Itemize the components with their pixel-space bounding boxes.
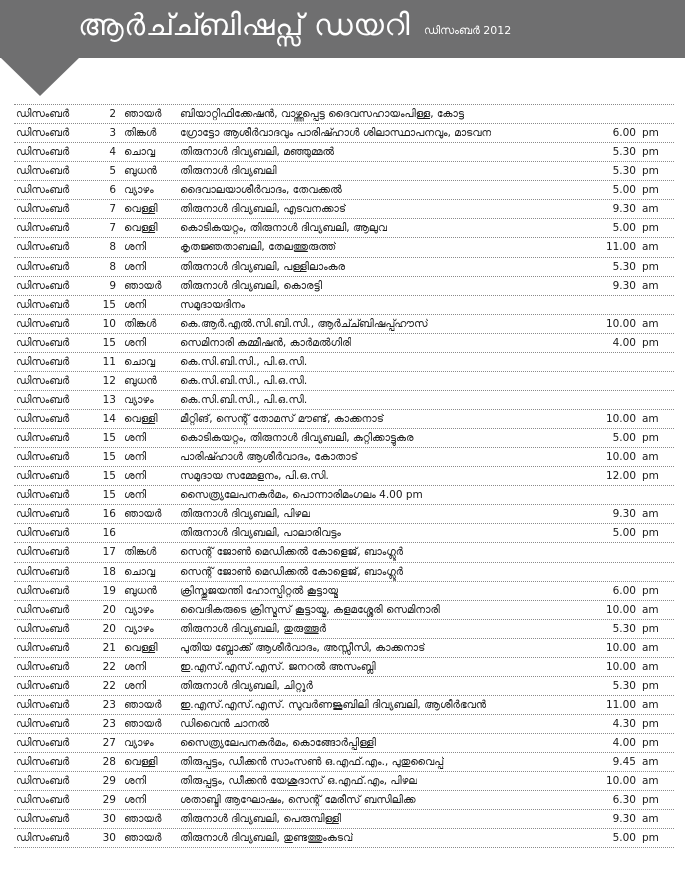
row-day: ശനി — [124, 679, 147, 692]
row-month: ഡിസംബർ — [16, 279, 70, 292]
row-month: ഡിസംബർ — [16, 813, 70, 826]
row-time: 5.30 — [612, 165, 636, 178]
row-day: ചൊവ്വ — [124, 146, 156, 159]
row-event: ദൈവാലയാശീർവാദം, തേവക്കൽ — [180, 184, 342, 197]
row-event: കെ.ആർ.എൽ.സി.ബി.സി., ആർച്ച്ബിഷപ്പ്ഹൗസ് — [180, 317, 429, 330]
schedule-row — [14, 639, 674, 658]
row-day: ശനി — [124, 775, 147, 788]
row-time: 5.00 — [612, 527, 636, 540]
row-date: 7 — [109, 222, 116, 235]
row-event: തിരുനാൾ ദിവ്യബലി, പെരുമ്പിള്ളി — [180, 813, 342, 826]
schedule-row — [14, 696, 674, 715]
row-event: കൃതജ്ഞതാബലി, തേലത്തുരുത്ത് — [180, 241, 337, 254]
row-time: 10.00 — [605, 413, 636, 425]
schedule-row — [14, 334, 674, 353]
row-time: 4.00 — [612, 737, 636, 750]
row-day: ചൊവ്വ — [124, 565, 156, 578]
row-day: ഞായർ — [124, 279, 162, 292]
row-event: തിരുനാൾ ദിവ്യബലി, ചിറ്റൂർ — [180, 679, 313, 692]
row-ampm: pm — [642, 737, 659, 750]
row-time: 9.30 — [612, 508, 636, 521]
row-time: 4.00 — [612, 336, 636, 349]
row-event: സെമിനാരി കമ്മീഷൻ, കാർമൽഗിരി — [180, 336, 352, 349]
row-month: ഡിസംബർ — [16, 203, 70, 216]
row-event: തിരുനാൾ ദിവ്യബലി, തുണ്ടത്തുംകടവ് — [180, 832, 354, 845]
schedule-row — [14, 200, 674, 219]
row-ampm: am — [642, 698, 659, 711]
schedule-row — [14, 258, 674, 277]
row-event: തിരുനാൾ ദിവ്യബലി, മഞ്ഞുമ്മൽ — [180, 146, 335, 159]
row-month: ഡിസംബർ — [16, 698, 70, 711]
row-day: തിങ്കൾ — [124, 317, 157, 330]
row-month: ഡിസംബർ — [16, 546, 70, 559]
row-time: 9.30 — [612, 813, 636, 826]
row-month: ഡിസംബർ — [16, 470, 70, 483]
row-day: വ്യാഴം — [124, 737, 154, 750]
row-month: ഡിസംബർ — [16, 679, 70, 692]
row-ampm: am — [642, 451, 659, 464]
row-time: 5.30 — [612, 146, 636, 159]
schedule-row — [14, 353, 674, 372]
row-date: 29 — [102, 775, 116, 788]
row-time: 9.45 — [612, 756, 636, 769]
row-date: 16 — [102, 508, 116, 521]
row-ampm: pm — [642, 165, 659, 178]
row-date: 2 — [109, 108, 116, 120]
row-time: 4.30 — [612, 718, 636, 730]
schedule-row — [14, 391, 674, 410]
row-ampm: pm — [642, 584, 659, 597]
row-ampm: pm — [642, 222, 659, 235]
row-day: ശനി — [124, 260, 147, 273]
row-day: ചൊവ്വ — [124, 355, 156, 368]
schedule-row — [14, 505, 674, 524]
row-date: 15 — [102, 451, 116, 464]
row-time: 10.00 — [605, 641, 636, 654]
row-event: കെ.സി.ബി.സി., പി.ഒ.സി. — [180, 355, 308, 368]
schedule-row — [14, 715, 674, 734]
row-month: ഡിസംബർ — [16, 641, 70, 654]
row-event: തിരുനാൾ ദിവ്യബലി, കൊരട്ടി — [180, 279, 322, 292]
row-month: ഡിസംബർ — [16, 508, 70, 521]
row-month: ഡിസംബർ — [16, 127, 70, 140]
row-day: വെള്ളി — [124, 756, 158, 769]
row-month: ഡിസംബർ — [16, 584, 70, 597]
row-ampm: am — [642, 413, 659, 425]
schedule-row — [14, 563, 674, 582]
row-month: ഡിസംബർ — [16, 222, 70, 235]
row-month: ഡിസംബർ — [16, 393, 70, 406]
row-time: 5.30 — [612, 260, 636, 273]
row-date: 5 — [109, 165, 116, 178]
row-date: 15 — [102, 432, 116, 445]
row-event: കെ.സി.ബി.സി., പി.ഒ.സി. — [180, 374, 308, 387]
row-month: ഡിസംബർ — [16, 260, 70, 273]
page-subtitle: ഡിസംബർ 2012 — [424, 24, 512, 37]
row-event: ബിയാറ്റിഫിക്കേഷൻ, വാഴ്ത്തപ്പെട്ട ദൈവസഹായംപിള്ള, കോട്ട — [180, 108, 465, 120]
row-event: കെ.സി.ബി.സി., പി.ഒ.സി. — [180, 393, 308, 406]
schedule-row — [14, 315, 674, 334]
row-day: ശനി — [124, 489, 147, 502]
row-event: സമുദായ സമ്മേളനം, പി.ഒ.സി. — [180, 470, 329, 483]
row-date: 4 — [109, 146, 116, 159]
row-day: വെള്ളി — [124, 413, 158, 425]
row-time: 5.30 — [612, 679, 636, 692]
row-ampm: am — [642, 813, 659, 826]
row-date: 8 — [109, 241, 116, 254]
row-day: വ്യാഴം — [124, 393, 154, 406]
schedule-row — [14, 448, 674, 467]
row-time: 11.00 — [605, 241, 636, 254]
row-event: സെന്റ് ജോൺ മെഡിക്കൽ കോളെജ്, ബാംഗ്ലൂർ — [180, 565, 404, 578]
schedule-row — [14, 124, 674, 143]
row-date: 12 — [102, 374, 116, 387]
row-day: ശനി — [124, 660, 147, 673]
row-time: 9.30 — [612, 203, 636, 216]
row-month: ഡിസംബർ — [16, 603, 70, 616]
row-date: 20 — [102, 622, 116, 635]
schedule-row — [14, 410, 674, 429]
row-day: ബുധൻ — [124, 374, 157, 387]
row-ampm: pm — [642, 794, 659, 807]
row-ampm: am — [642, 660, 659, 673]
row-day: ശനി — [124, 298, 147, 311]
schedule-row — [14, 429, 674, 448]
row-ampm: am — [642, 508, 659, 521]
row-date: 15 — [102, 336, 116, 349]
schedule-row — [14, 601, 674, 620]
row-day: ശനി — [124, 451, 147, 464]
row-date: 3 — [109, 127, 116, 140]
page-title: ആർച്ച്ബിഷപ്സ് ഡയറി — [78, 8, 411, 43]
row-event: ഗ്രോട്ടോ ആശീർവാദവും പാരിഷ്ഹാൾ ശിലാസ്ഥാപനവും, മാടവന — [180, 127, 492, 140]
row-ampm: pm — [642, 718, 659, 730]
row-date: 14 — [102, 413, 116, 425]
row-date: 15 — [102, 489, 116, 502]
row-month: ഡിസംബർ — [16, 832, 70, 845]
row-day: ശനി — [124, 241, 147, 254]
row-ampm: pm — [642, 832, 659, 845]
schedule-row — [14, 543, 674, 562]
row-date: 23 — [102, 698, 116, 711]
row-event: സെന്റ് ജോൺ മെഡിക്കൽ കോളെജ്, ബാംഗ്ലൂർ — [180, 546, 404, 559]
row-month: ഡിസംബർ — [16, 374, 70, 387]
row-date: 17 — [102, 546, 116, 559]
row-day: ബുധൻ — [124, 165, 157, 178]
row-event: മീറ്റിങ്, സെന്റ് തോമസ് മൗണ്ട്, കാക്കനാട് — [180, 413, 384, 425]
row-date: 11 — [102, 355, 116, 368]
schedule-row — [14, 829, 674, 848]
row-time: 10.00 — [605, 660, 636, 673]
row-month: ഡിസംബർ — [16, 165, 70, 178]
schedule-row — [14, 296, 674, 315]
row-ampm: am — [642, 603, 659, 616]
row-time: 10.00 — [605, 775, 636, 788]
row-event: സൈത്ര്യലേപനകർമം, കൊങ്ങോർപ്പിള്ളി — [180, 737, 376, 750]
row-ampm: pm — [642, 470, 659, 483]
row-date: 18 — [102, 565, 116, 578]
row-ampm: am — [642, 317, 659, 330]
row-month: ഡിസംബർ — [16, 451, 70, 464]
row-date: 15 — [102, 470, 116, 483]
row-event: കൊടികയറ്റം, തിരുനാൾ ദിവ്യബലി, കുറ്റിക്കാട്ടുകര — [180, 432, 414, 445]
row-event: സമുദായദിനം — [180, 298, 246, 311]
row-month: ഡിസംബർ — [16, 432, 70, 445]
row-time: 5.00 — [612, 222, 636, 235]
row-month: ഡിസംബർ — [16, 355, 70, 368]
row-date: 28 — [102, 756, 116, 769]
schedule-row — [14, 620, 674, 639]
row-event: തിരുപ്പട്ടം, ഡീക്കൻ സാംസൺ ഒ.എഫ്.എം., പുതുവൈപ്പ് — [180, 756, 445, 769]
schedule-row — [14, 734, 674, 753]
row-time: 5.30 — [612, 622, 636, 635]
row-ampm: pm — [642, 146, 659, 159]
row-event: സൈത്ര്യലേപനകർമം, പൊന്നാരിമംഗലം 4.00 pm — [180, 489, 423, 502]
row-date: 20 — [102, 603, 116, 616]
row-month: ഡിസംബർ — [16, 756, 70, 769]
row-date: 9 — [109, 279, 116, 292]
row-day: ശനി — [124, 794, 147, 807]
row-day: ഞായർ — [124, 832, 162, 845]
row-event: തിരുപ്പട്ടം, ഡീക്കൻ യേശുദാസ് ഒ.എഫ്.എം, പിഴല — [180, 775, 418, 788]
row-time: 9.30 — [612, 279, 636, 292]
row-day: ഞായർ — [124, 698, 162, 711]
row-day: വെള്ളി — [124, 222, 158, 235]
row-date: 30 — [102, 832, 116, 845]
row-event: തിരുനാൾ ദിവ്യബലി, എടവനക്കാട് — [180, 203, 346, 216]
row-month: ഡിസംബർ — [16, 737, 70, 750]
schedule-row — [14, 677, 674, 696]
schedule-row — [14, 486, 674, 505]
row-time: 12.00 — [605, 470, 636, 483]
row-day: വെള്ളി — [124, 641, 158, 654]
row-event: ഇ.എസ്.എസ്.എസ്. ജനറൽ അസംബ്ലി — [180, 660, 376, 673]
header-banner — [0, 0, 685, 58]
row-ampm: am — [642, 279, 659, 292]
row-event: കൊടികയറ്റം, തിരുനാൾ ദിവ്യബലി, ആലുവ — [180, 222, 388, 235]
row-event: പാരിഷ്ഹാൾ ആശീർവാദം, കോതാട് — [180, 451, 358, 464]
row-date: 19 — [102, 584, 116, 597]
schedule-row — [14, 238, 674, 257]
row-event: ഡിവൈൻ ചാനൽ — [180, 718, 269, 730]
schedule-row — [14, 467, 674, 486]
row-month: ഡിസംബർ — [16, 718, 70, 730]
schedule-row — [14, 372, 674, 391]
row-month: ഡിസംബർ — [16, 660, 70, 673]
row-time: 6.30 — [612, 794, 636, 807]
banner-arrow-shape — [0, 57, 80, 97]
row-ampm: pm — [642, 184, 659, 197]
schedule-row — [14, 791, 674, 810]
row-time: 6.00 — [612, 127, 636, 140]
row-ampm: am — [642, 203, 659, 216]
row-day: ശനി — [124, 336, 147, 349]
row-time: 6.00 — [612, 584, 636, 597]
row-month: ഡിസംബർ — [16, 489, 70, 502]
row-time: 5.00 — [612, 184, 636, 197]
row-time: 10.00 — [605, 603, 636, 616]
row-time: 10.00 — [605, 317, 636, 330]
schedule-row — [14, 582, 674, 601]
row-date: 29 — [102, 794, 116, 807]
row-date: 27 — [102, 737, 116, 750]
schedule-row — [14, 753, 674, 772]
schedule-row — [14, 143, 674, 162]
row-day: ഞായർ — [124, 718, 162, 730]
row-event: തിരുനാൾ ദിവ്യബലി, തുരുത്തൂർ — [180, 622, 327, 635]
schedule-row — [14, 810, 674, 829]
row-month: ഡിസംബർ — [16, 622, 70, 635]
row-date: 7 — [109, 203, 116, 216]
schedule-list — [14, 105, 674, 848]
row-day: ഞായർ — [124, 813, 162, 826]
row-month: ഡിസംബർ — [16, 336, 70, 349]
row-ampm: am — [642, 756, 659, 769]
row-event: തിരുനാൾ ദിവ്യബലി, പിഴല — [180, 508, 311, 521]
row-date: 22 — [102, 660, 116, 673]
row-month: ഡിസംബർ — [16, 146, 70, 159]
row-event: ക്രിസ്തുജയന്തി ഹോസ്പിറ്റൽ കൂട്ടായ്മ — [180, 584, 339, 597]
schedule-row — [14, 181, 674, 200]
row-month: ഡിസംബർ — [16, 317, 70, 330]
row-day: തിങ്കൾ — [124, 127, 157, 140]
banner-arrow — [0, 57, 80, 97]
row-date: 22 — [102, 679, 116, 692]
row-day: തിങ്കൾ — [124, 546, 157, 559]
row-ampm: pm — [642, 260, 659, 273]
row-day: വെള്ളി — [124, 203, 158, 216]
row-time: 5.00 — [612, 432, 636, 445]
row-ampm: am — [642, 775, 659, 788]
row-day: വ്യാഴം — [124, 603, 154, 616]
row-event: തിരുനാൾ ദിവ്യബലി — [180, 165, 277, 178]
row-ampm: pm — [642, 127, 659, 140]
row-month: ഡിസംബർ — [16, 298, 70, 311]
row-time: 11.00 — [605, 698, 636, 711]
schedule-row — [14, 105, 674, 124]
row-month: ഡിസംബർ — [16, 413, 70, 425]
row-month: ഡിസംബർ — [16, 108, 70, 120]
row-date: 23 — [102, 718, 116, 730]
row-date: 8 — [109, 260, 116, 273]
row-month: ഡിസംബർ — [16, 241, 70, 254]
row-ampm: pm — [642, 432, 659, 445]
schedule-row — [14, 162, 674, 181]
row-day: വ്യാഴം — [124, 622, 154, 635]
row-month: ഡിസംബർ — [16, 184, 70, 197]
row-day: ബുധൻ — [124, 584, 157, 597]
row-ampm: am — [642, 241, 659, 254]
row-event: തിരുനാൾ ദിവ്യബലി, പാലാരിവട്ടം — [180, 527, 341, 540]
row-event: ഇ.എസ്.എസ്.എസ്. സുവർണജൂബിലി ദിവ്യബലി, ആശീർഭവൻ — [180, 698, 487, 711]
row-date: 15 — [102, 298, 116, 311]
row-ampm: pm — [642, 622, 659, 635]
row-date: 30 — [102, 813, 116, 826]
row-month: ഡിസംബർ — [16, 565, 70, 578]
row-ampm: pm — [642, 336, 659, 349]
row-event: ശതാബ്ദി ആഘോഷം, സെന്റ് മേരീസ് ബസിലിക്ക — [180, 794, 416, 807]
row-month: ഡിസംബർ — [16, 794, 70, 807]
row-day: വ്യാഴം — [124, 184, 154, 197]
row-day: ഞായർ — [124, 108, 162, 120]
row-day: ഞായർ — [124, 508, 162, 521]
row-day: ശനി — [124, 432, 147, 445]
schedule-row — [14, 772, 674, 791]
row-time: 10.00 — [605, 451, 636, 464]
schedule-row — [14, 658, 674, 677]
row-ampm: am — [642, 641, 659, 654]
schedule-row — [14, 219, 674, 238]
row-date: 6 — [109, 184, 116, 197]
row-event: തിരുനാൾ ദിവ്യബലി, പള്ളിലാംകര — [180, 260, 346, 273]
row-day: ശനി — [124, 470, 147, 483]
row-ampm: pm — [642, 679, 659, 692]
row-date: 10 — [102, 317, 116, 330]
row-event: വൈദികരുടെ ക്രിസ്മസ് കൂട്ടായ്മ, കളമശ്ശേരി സെമിനാരി — [180, 603, 440, 616]
row-month: ഡിസംബർ — [16, 775, 70, 788]
schedule-row — [14, 277, 674, 296]
schedule-row — [14, 524, 674, 543]
row-event: പുതിയ ബ്ലോക്ക് ആശീർവാദം, അസ്സീസി, കാക്കനാട് — [180, 641, 426, 654]
row-date: 21 — [102, 641, 116, 654]
row-date: 13 — [102, 393, 116, 406]
row-time: 5.00 — [612, 832, 636, 845]
row-date: 16 — [102, 527, 116, 540]
row-month: ഡിസംബർ — [16, 527, 70, 540]
row-ampm: pm — [642, 527, 659, 540]
